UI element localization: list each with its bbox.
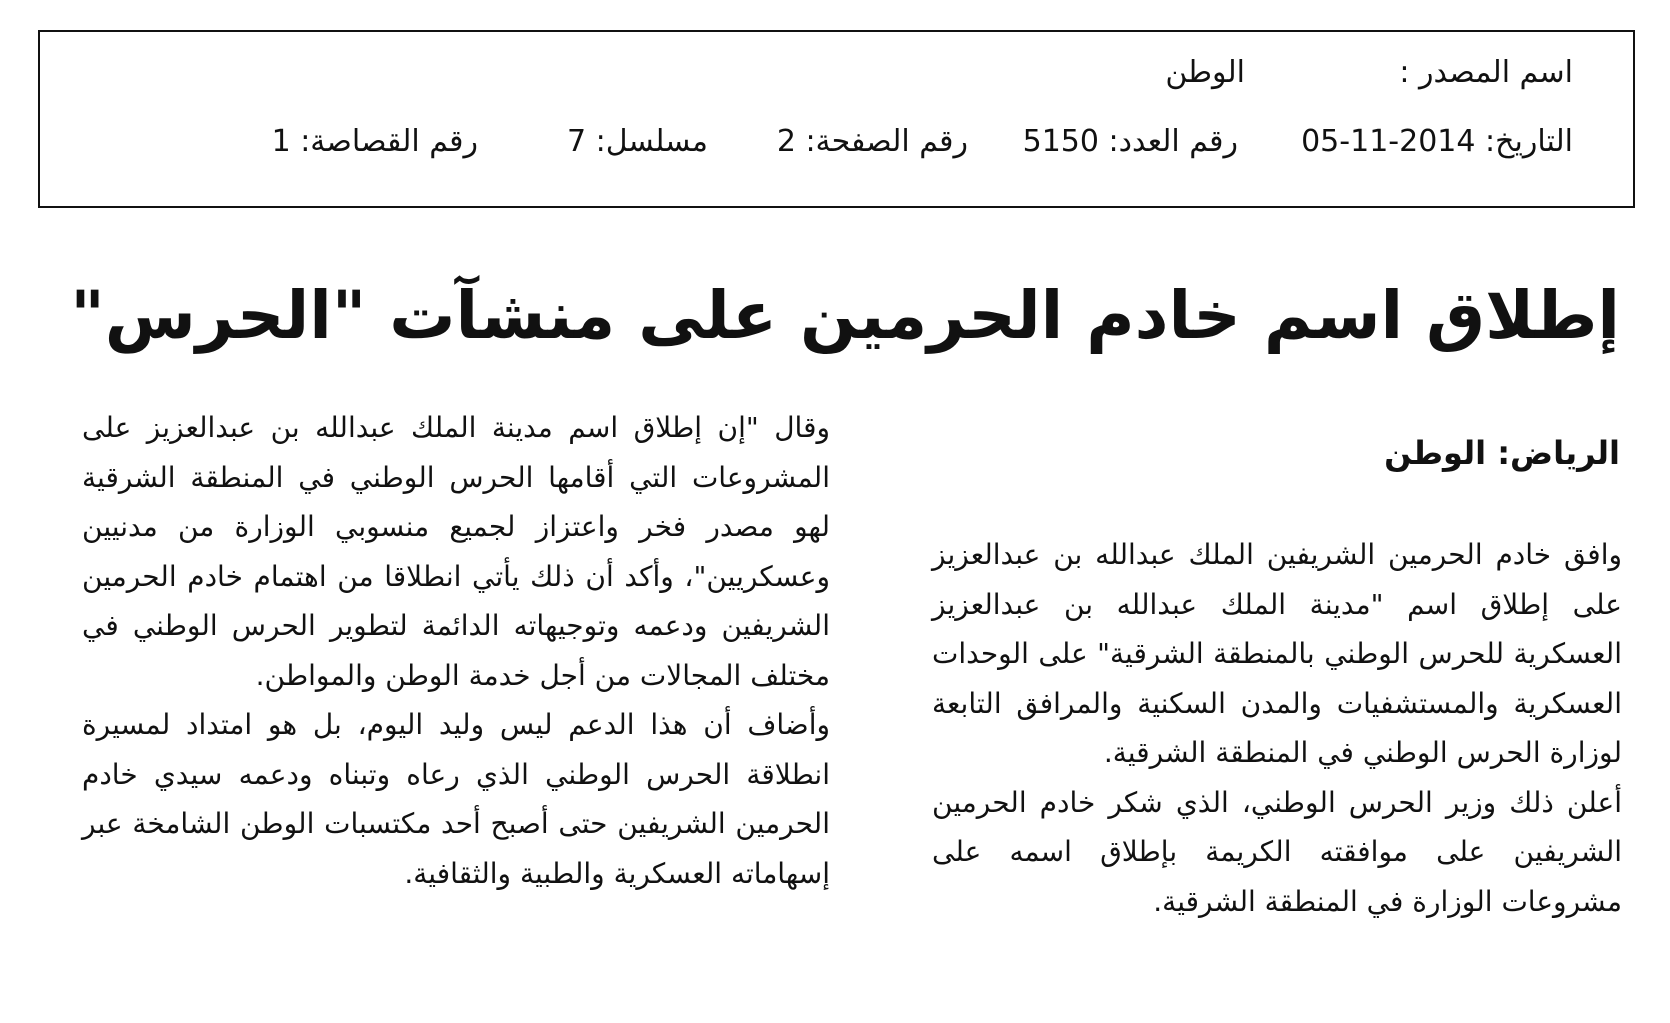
article-dateline: الرياض: الوطن [1384,434,1620,472]
paragraph: وافق خادم الحرمين الشريفين الملك عبدالله بن عبدالعزيز على إطلاق اسم "مدينة الملك عبدالله بن عبدالعزيز العسكرية للحرس الوطني بالمنطقة الشرقية" على الوحدات العسكرية والمستشفيات والمدن السكنية والمرافق التابعة لوزارة الحرس الوطني في المنطقة الشرقية. [932,538,1622,769]
article-headline: إطلاق اسم خادم الحرمين على منشآت "الحرس" [70,277,1620,354]
source-label: اسم المصدر : [1399,55,1573,90]
article-column-right [932,530,1622,926]
paragraph: وأضاف أن هذا الدعم ليس وليد اليوم، بل هو امتداد لمسيرة انطلاقة الحرس الوطني الذي رعاه وتبناه ودعمه سيدي خادم الحرمين الشريفين حتى أصبح أحد مكتسبات الوطن الشامخة عبر إسهاماته العسكرية والطبية والثقافية. [82,708,830,890]
source-info-box [38,30,1635,208]
article-column-left [82,403,830,898]
page-number-field: رقم الصفحة: 2 [776,124,968,159]
source-value: الوطن [1165,55,1245,90]
paragraph: أعلن ذلك وزير الحرس الوطني، الذي شكر خادم الحرمين الشريفين على موافقته الكريمة بإطلاق اسمه على مشروعات الوزارة في المنطقة الشرقية. [932,785,1622,918]
date-field: التاريخ: 2014-11-05 [1301,124,1573,159]
clipping-number-field: رقم القصاصة: 1 [271,124,478,159]
issue-number-field: رقم العدد: 5150 [1022,124,1238,159]
serial-field: مسلسل: 7 [567,124,708,159]
paragraph: وقال "إن إطلاق اسم مدينة الملك عبدالله بن عبدالعزيز على المشروعات التي أقامها الحرس الوطني في المنطقة الشرقية لهو مصدر فخر واعتزاز لجميع منسوبي الوزارة من مدنيين وعسكريين"، وأكد أن ذلك يأتي انطلاقا من اهتمام خادم الحرمين الشريفين ودعمه وتوجيهاته الدائمة لتطوير الحرس الوطني في مختلف المجالات من أجل خدمة الوطن والمواطن. [82,411,830,692]
